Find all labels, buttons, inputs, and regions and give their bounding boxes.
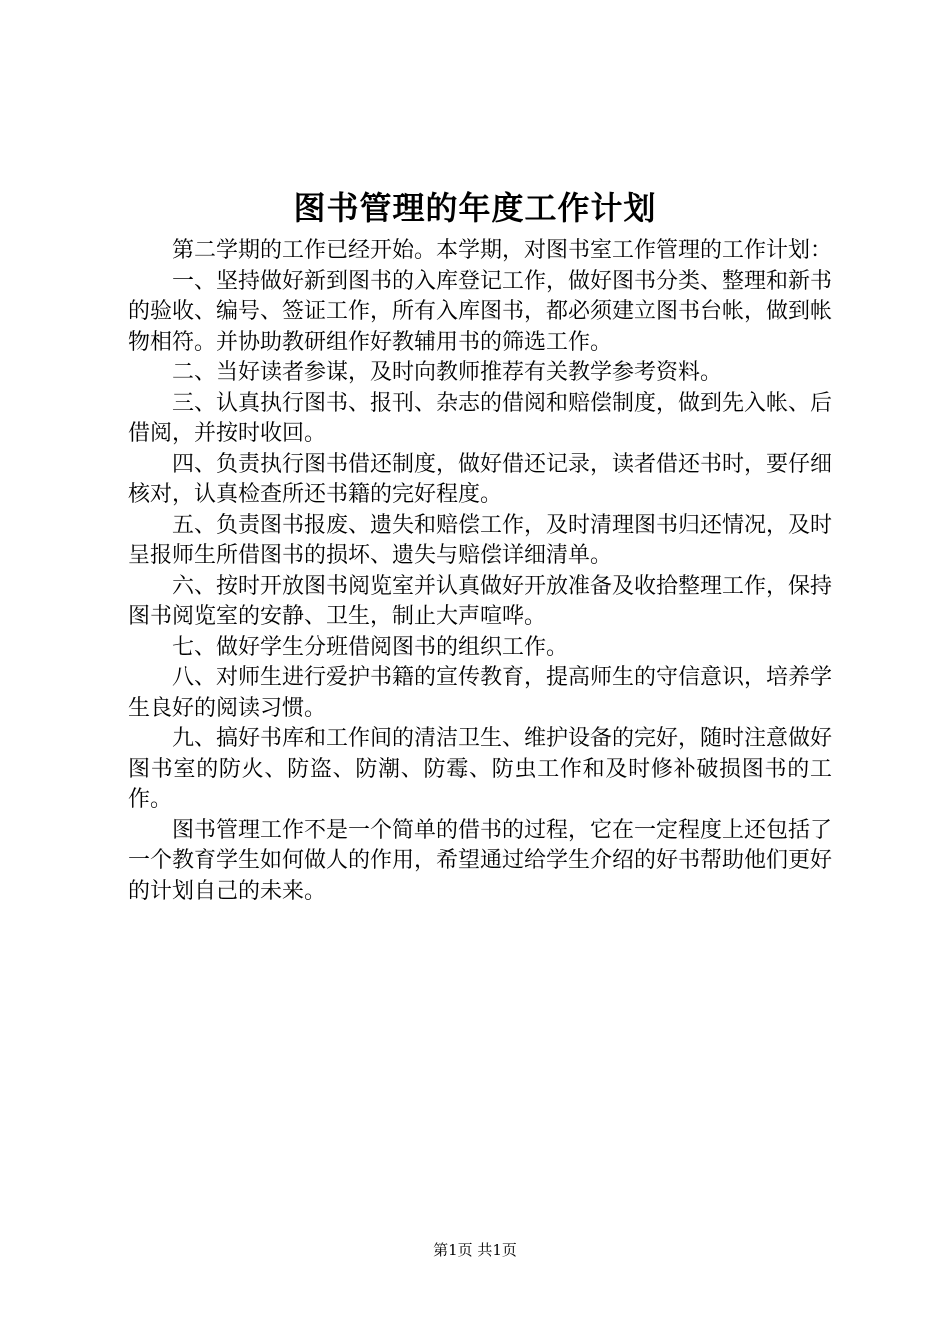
paragraph-item-2: 二、当好读者参谋，及时向教师推荐有关教学参考资料。 [172,360,723,385]
paragraph-item-7: 七、做好学生分班借阅图书的组织工作。 [172,634,569,660]
document-title: 图书管理的年度工作计划 [293,189,657,227]
paragraph-conclusion: 图书管理工作不是一个简单的借书的过程，它在一定程度上还包括了一个教育学生如何做人的作用，希望通过给学生介绍的好书帮助他们更好的计划自己的未来。 [128,817,833,904]
paragraph-item-3: 三、认真执行图书、报刊、杂志的借阅和赔偿制度，做到先入帐、后借阅，并按时收回。 [128,390,833,446]
paragraph-item-8: 八、对师生进行爱护书籍的宣传教育，提高师生的守信意识，培养学生良好的阅读习惯。 [128,665,833,721]
paragraph-item-1: 一、坚持做好新到图书的入库登记工作，做好图书分类、整理和新书的验收、编号、签证工作，所有入库图书，都必须建立图书台帐，做到帐物相符。并协助教研组作好教辅用书的筛选工作。 [128,268,833,355]
paragraph-item-4: 四、负责执行图书借还制度，做好借还记录，读者借还书时，要仔细核对，认真检查所还书籍的完好程度。 [128,451,833,507]
paragraph-item-5: 五、负责图书报废、遗失和赔偿工作，及时清理图书归还情况，及时呈报师生所借图书的损坏、遗失与赔偿详细清单。 [128,512,833,568]
paragraph-intro: 第二学期的工作已经开始。本学期，对图书室工作管理的工作计划： [172,238,833,263]
page-footer: 第1页 共1页 [433,1241,517,1259]
paragraph-item-6: 六、按时开放图书阅览室并认真做好开放准备及收拾整理工作，保持图书阅览室的安静、卫生，制止大声喧哗。 [128,573,833,629]
paragraph-item-9: 九、搞好书库和工作间的清洁卫生、维护设备的完好，随时注意做好图书室的防火、防盗、防潮、防霉、防虫工作和及时修补破损图书的工作。 [128,726,833,812]
document-body [128,236,832,907]
